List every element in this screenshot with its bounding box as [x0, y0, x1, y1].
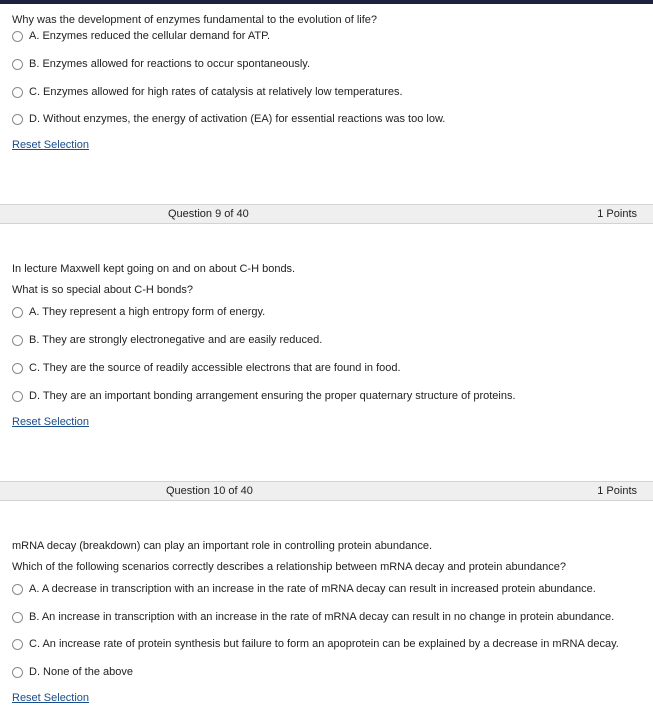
option-label: D. Without enzymes, the energy of activation (EA) for essential reactions was too low. — [29, 113, 446, 125]
option-label: A. Enzymes reduced the cellular demand for ATP. — [29, 30, 271, 42]
question-10-header — [0, 481, 653, 501]
question-10-option-a[interactable] — [12, 581, 596, 597]
question-10-option-c[interactable] — [12, 636, 619, 652]
option-label: A. They represent a high entropy form of energy. — [29, 306, 266, 318]
option-label: D. They are an important bonding arrangement ensuring the proper quaternary structure of proteins. — [29, 390, 516, 402]
question-number: Question 9 of 40 — [168, 208, 249, 220]
question-number: Question 10 of 40 — [166, 485, 253, 497]
question-10-option-b[interactable] — [12, 609, 614, 625]
question-8-option-b[interactable] — [12, 56, 310, 72]
question-9-reset-selection-link[interactable]: Reset Selection — [12, 416, 90, 428]
radio-button[interactable] — [12, 31, 23, 42]
question-8-prompt: Why was the development of enzymes fundamental to the evolution of life? — [12, 14, 378, 26]
question-10-prompt-line-1: mRNA decay (breakdown) can play an important role in controlling protein abundance. — [12, 540, 433, 552]
option-label: A. A decrease in transcription with an increase in the rate of mRNA decay can result in increased protein abundance. — [29, 583, 596, 595]
option-label: C. An increase rate of protein synthesis but failure to form an apoprotein can be explained by a decrease in mRNA decay. — [29, 638, 619, 650]
question-8-option-c[interactable] — [12, 84, 403, 100]
question-9-option-b[interactable] — [12, 332, 322, 348]
question-9-header — [0, 204, 653, 224]
question-9-prompt-line-1: In lecture Maxwell kept going on and on about C-H bonds. — [12, 263, 296, 275]
option-label: C. Enzymes allowed for high rates of catalysis at relatively low temperatures. — [29, 86, 403, 98]
radio-button[interactable] — [12, 584, 23, 595]
question-8-reset-selection-link[interactable]: Reset Selection — [12, 139, 90, 151]
question-10-prompt-line-2: Which of the following scenarios correctly describes a relationship between mRNA decay and protein abundance? — [12, 561, 566, 573]
radio-button[interactable] — [12, 639, 23, 650]
radio-button[interactable] — [12, 667, 23, 678]
question-10-option-d[interactable] — [12, 664, 133, 680]
option-label: D. None of the above — [29, 666, 133, 678]
question-8-option-a[interactable] — [12, 28, 270, 44]
radio-button[interactable] — [12, 114, 23, 125]
question-9-prompt-line-2: What is so special about C-H bonds? — [12, 284, 193, 296]
question-8-option-d[interactable] — [12, 111, 445, 127]
question-points: 1 Points — [597, 485, 637, 497]
question-points: 1 Points — [597, 208, 637, 220]
radio-button[interactable] — [12, 87, 23, 98]
question-9-option-a[interactable] — [12, 304, 265, 320]
option-label: C. They are the source of readily accessible electrons that are found in food. — [29, 362, 401, 374]
radio-button[interactable] — [12, 363, 23, 374]
question-9-option-d[interactable] — [12, 388, 516, 404]
radio-button[interactable] — [12, 612, 23, 623]
radio-button[interactable] — [12, 391, 23, 402]
question-9-option-c[interactable] — [12, 360, 401, 376]
option-label: B. An increase in transcription with an increase in the rate of mRNA decay can result in no change in protein abundance. — [29, 611, 615, 623]
radio-button[interactable] — [12, 307, 23, 318]
radio-button[interactable] — [12, 335, 23, 346]
option-label: B. Enzymes allowed for reactions to occur spontaneously. — [29, 58, 311, 70]
radio-button[interactable] — [12, 59, 23, 70]
top-bar — [0, 0, 653, 4]
option-label: B. They are strongly electronegative and are easily reduced. — [29, 334, 323, 346]
question-10-reset-selection-link[interactable]: Reset Selection — [12, 692, 90, 704]
